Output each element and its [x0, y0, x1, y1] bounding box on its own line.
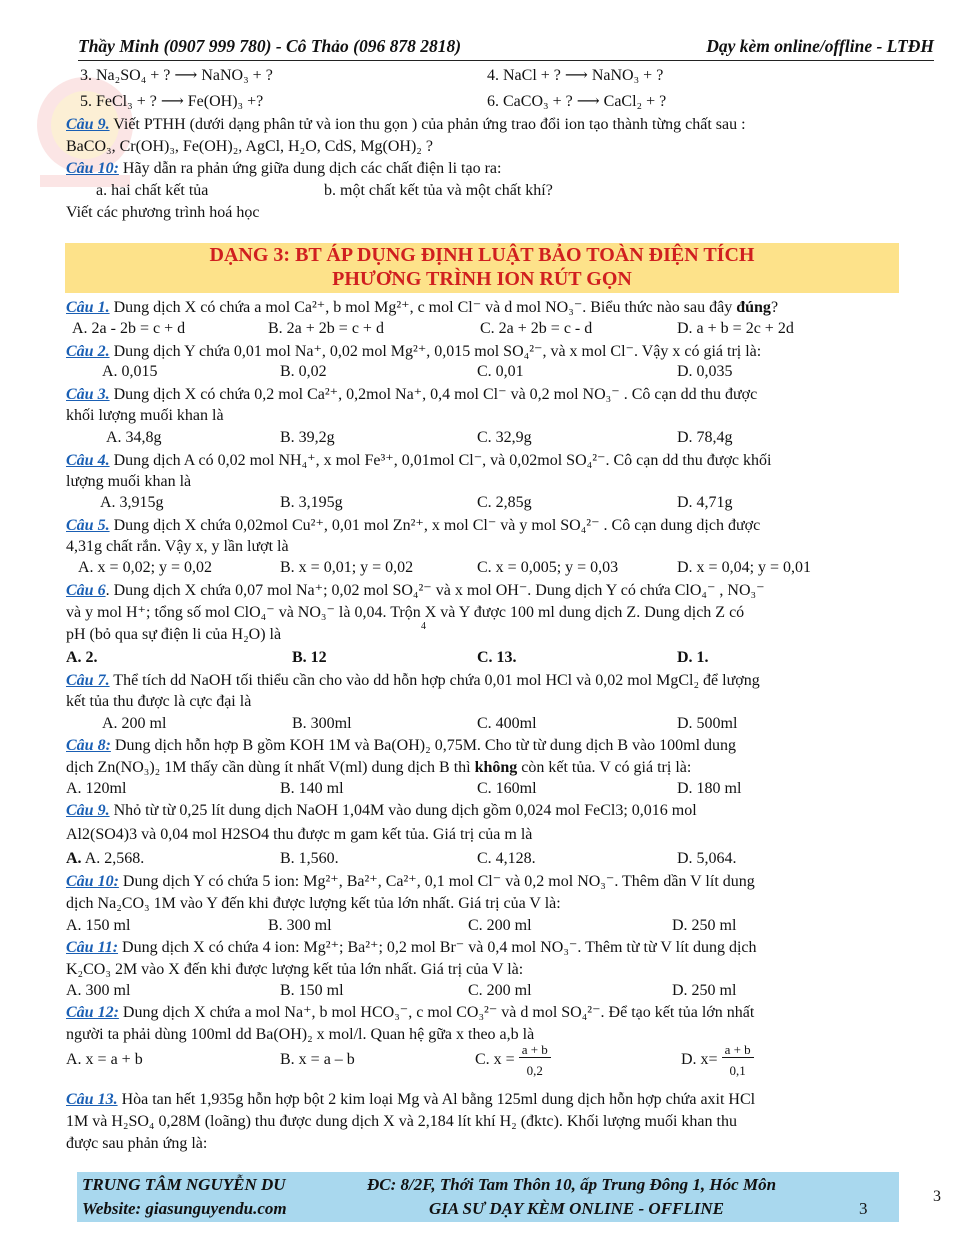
q13-stem2: 1M và H₂SO₄ 0,28M (loãng) thu được dung dịch X và 2,184 lít khí H₂ (đktc). Khối lượng muối khan thu — [66, 1113, 737, 1130]
q6-stem2: và y mol H⁺; tổng số mol ClO₄⁻ và NO₃⁻ là 0,04. Trộn X và Y được 100 ml dung dịch Z. Dung dịch Z có — [66, 604, 745, 621]
q6-opt-c: C. 13. — [477, 649, 517, 666]
q2-opt-a: A. 0,015 — [102, 363, 158, 380]
q8-opt-d: D. 180 ml — [677, 780, 742, 797]
q10-opt-c: C. 200 ml — [468, 917, 532, 934]
q1-bold: đúng — [736, 299, 771, 316]
q12-opt-c: C. x = $\frac{a + b}{0,2}$ — [475, 1042, 551, 1078]
q4-label: Câu 4. — [66, 452, 110, 469]
q10-stem2: dịch Na₂CO₃ 1M vào Y đến khi được lượng kết tủa lớn nhất. Giá trị của V là: — [66, 895, 561, 912]
cau9-line — [66, 115, 746, 135]
q8-opt-a: A. 120ml — [66, 780, 127, 797]
q1-end: ? — [770, 299, 779, 316]
q11-opt-d: D. 250 ml — [672, 982, 737, 999]
q11-opt-b: B. 150 ml — [280, 982, 344, 999]
q3-stem2: khối lượng muối khan là — [66, 407, 224, 424]
q8-label: Câu 8: — [66, 737, 111, 754]
q1-opt-c: C. 2a + 2b = c - d — [480, 320, 593, 337]
q7-opt-b: B. 300ml — [292, 715, 352, 732]
q12-label: Câu 12: — [66, 1004, 119, 1021]
q9-text: Nhỏ từ từ 0,25 lít dung dịch NaOH 1,04M vào dung dịch gồm 0,024 mol FeCl3; 0,016 mol — [109, 802, 697, 819]
q7-text: Thể tích dd NaOH tối thiểu cần cho vào dd hỗn hợp chứa 0,01 mol HCl và 0,02 mol MgCl₂ để lượng — [109, 672, 760, 689]
q13-stem3: được sau phản ứng là: — [66, 1135, 208, 1152]
q9-stem — [66, 801, 697, 821]
q12-stem — [66, 1003, 754, 1023]
q11-label: Câu 11: — [66, 939, 119, 956]
q4-stem — [66, 451, 771, 471]
q9-opt-a: A. A. 2,568. — [66, 850, 145, 867]
q12-opt-b: B. x = a – b — [280, 1051, 355, 1068]
page-number: 3 — [933, 1188, 941, 1205]
q4-opt-d: D. 4,71g — [677, 494, 733, 511]
cau10-tail: Viết các phương trình hoá học — [66, 204, 260, 221]
cau10-b: b. một chất kết tủa và một chất khí? — [324, 182, 553, 199]
q7-opt-c: C. 400ml — [477, 715, 537, 732]
q7-opt-a: A. 200 ml — [102, 715, 167, 732]
q6-opt-b: B. 12 — [292, 649, 327, 666]
q8-text: Dung dịch hỗn hợp B gồm KOH 1M và Ba(OH)₂ 0,75M. Cho từ từ dung dịch B vào 100ml dung — [110, 737, 737, 754]
q3-opt-a: A. 34,8g — [106, 429, 162, 446]
header-contact: Thầy Minh (0907 999 780) - Cô Thảo (096 878 2818) — [78, 36, 462, 56]
footer-website[interactable]: Website: giasunguyendu.com — [82, 1199, 287, 1218]
q7-stem — [66, 671, 760, 691]
q4-opt-b: B. 3,195g — [280, 494, 343, 511]
q11-stem — [66, 938, 757, 958]
q5-opt-b: B. x = 0,01; y = 0,02 — [280, 559, 414, 576]
q10-text: Dung dịch Y có chứa 5 ion: Mg²⁺, Ba²⁺, Ca²⁺, 0,1 mol Cl⁻ và 0,2 mol NO₃⁻. Thêm dần V lít dung — [118, 873, 755, 890]
q9-opt-c: C. 4,128. — [477, 850, 536, 867]
q6-opt-a: A. 2. — [66, 649, 98, 666]
reaction-3: 3. Na₂SO₄ + ? ⟶ NaNO₃ + ? — [80, 67, 273, 84]
q2-opt-c: C. 0,01 — [477, 363, 524, 380]
q3-opt-c: C. 32,9g — [477, 429, 532, 446]
q11-stem2: K₂CO₃ 2M vào X đến khi được lượng kết tủa lớn nhất. Giá trị của V là: — [66, 961, 524, 978]
reaction-4: 4. NaCl + ? ⟶ NaNO₃ + ? — [487, 67, 664, 84]
q5-stem — [66, 516, 760, 536]
cau10-label: Câu 10: — [66, 160, 119, 177]
q5-opt-c: C. x = 0,005; y = 0,03 — [477, 559, 619, 576]
q5-text: Dung dịch X chứa 0,02mol Cu²⁺, 0,01 mol Zn²⁺, x mol Cl⁻ và y mol SO₄²⁻ . Cô cạn dung dịch được — [109, 517, 761, 534]
cau9-list: BaCO₃, Cr(OH)₃, Fe(OH)₂, AgCl, H₂O, CdS, Mg(OH)₂ ? — [66, 138, 433, 155]
cau9-text: Viết PTHH (dưới dạng phân tử và ion thu gọn ) của phản ứng trao đổi ion tạo thành từng chất sau : — [109, 116, 746, 133]
q1-text: Dung dịch X có chứa a mol Ca²⁺, b mol Mg²⁺, c mol Cl⁻ và d mol NO₃⁻. Biểu thức nào sau đây — [109, 299, 737, 316]
footer-address: ĐC: 8/2F, Thới Tam Thôn 10, ấp Trung Đông 1, Hóc Môn — [367, 1175, 777, 1194]
cau10-a: a. hai chất kết tủa — [96, 182, 209, 199]
q1-opt-b: B. 2a + 2b = c + d — [268, 320, 384, 337]
q10-opt-d: D. 250 ml — [672, 917, 737, 934]
cau10-line — [66, 159, 501, 179]
q12-opt-d: D. x= $\frac{a + b}{0,1}$ — [681, 1042, 754, 1078]
q2-opt-b: B. 0,02 — [280, 363, 327, 380]
q6-text: . Dung dịch X chứa 0,07 mol Na⁺; 0,02 mol SO₄²⁻ và x mol OH⁻. Dung dịch Y có chứa ClO₄⁻ , NO₃⁻ — [105, 582, 765, 599]
q4-opt-c: C. 2,85g — [477, 494, 532, 511]
q3-stem — [66, 385, 757, 405]
footer-tagline: GIA SƯ DẠY KÈM ONLINE - OFFLINE — [429, 1199, 724, 1218]
q9-stem2: Al2(SO4)3 và 0,04 mol H2SO4 thu được m gam kết tủa. Giá trị của m là — [66, 826, 533, 843]
reaction-6: 6. CaCO₃ + ? ⟶ CaCl₂ + ? — [487, 93, 667, 110]
q1-opt-a: A. 2a - 2b = c + d — [72, 320, 186, 337]
footer-center-name: TRUNG TÂM NGUYỄN DU — [82, 1175, 286, 1194]
q10-stem — [66, 872, 755, 892]
q1-stem — [66, 298, 778, 318]
q10-opt-b: B. 300 ml — [268, 917, 332, 934]
section-banner — [65, 243, 899, 293]
q1-opt-d: D. a + b = 2c + 2d — [677, 320, 794, 337]
q10-opt-a: A. 150 ml — [66, 917, 131, 934]
page-footer — [77, 1172, 899, 1222]
q3-opt-d: D. 78,4g — [677, 429, 733, 446]
q5-opt-d: D. x = 0,04; y = 0,01 — [677, 559, 812, 576]
q8-opt-c: C. 160ml — [477, 780, 537, 797]
q11-opt-a: A. 300 ml — [66, 982, 131, 999]
q7-opt-d: D. 500ml — [677, 715, 738, 732]
q6-opt-d: D. 1. — [677, 649, 709, 666]
q13-label: Câu 13. — [66, 1091, 118, 1108]
q12-stem2: người ta phải dùng 100ml dd Ba(OH)₂ x mol/l. Quan hệ gữa x theo a,b là — [66, 1026, 535, 1043]
q3-label: Câu 3. — [66, 386, 110, 403]
q8-stem — [66, 736, 736, 756]
cau9-label: Câu 9. — [66, 116, 110, 133]
q4-opt-a: A. 3,915g — [100, 494, 164, 511]
q2-opt-d: D. 0,035 — [677, 363, 733, 380]
q2-label: Câu 2. — [66, 343, 110, 360]
q3-text: Dung dịch X có chứa 0,2 mol Ca²⁺, 0,2mol Na⁺, 0,4 mol Cl⁻ và 0,2 mol NO₃⁻ . Cô cạn dd thu được — [109, 386, 758, 403]
q8-opt-b: B. 140 ml — [280, 780, 344, 797]
q9-label: Câu 9. — [66, 802, 110, 819]
banner-line2: PHƯƠNG TRÌNH ION RÚT GỌN — [332, 268, 632, 290]
q12-opt-a: A. x = a + b — [66, 1051, 143, 1068]
q6-small-mark: 4 — [421, 621, 426, 632]
q3-opt-b: B. 39,2g — [280, 429, 335, 446]
q5-label: Câu 5. — [66, 517, 110, 534]
header-tagline: Dạy kèm online/offline - LTĐH — [706, 36, 934, 56]
q9-opt-d: D. 5,064. — [677, 850, 737, 867]
page-header — [78, 36, 934, 61]
q6-stem — [66, 581, 765, 601]
q2-text: Dung dịch Y chứa 0,01 mol Na⁺, 0,02 mol Mg²⁺, 0,015 mol SO₄²⁻, và x mol Cl⁻. Vậy x có giá trị là: — [109, 343, 762, 360]
q10-label: Câu 10: — [66, 873, 119, 890]
reaction-5: 5. FeCl₃ + ? ⟶ Fe(OH)₃ +? — [80, 93, 264, 110]
q6-stem3: pH (bỏ qua sự điện li của H₂O) là — [66, 626, 282, 643]
q4-stem2: lượng muối khan là — [66, 473, 192, 490]
cau10-text: Hãy dẫn ra phản ứng giữa dung dịch các chất điện li tạo ra: — [118, 160, 502, 177]
footer-page-number: 3 — [859, 1199, 868, 1218]
q5-stem2: 4,31g chất rắn. Vậy x, y lần lượt là — [66, 538, 289, 555]
q11-text: Dung dịch X có chứa 4 ion: Mg²⁺; Ba²⁺; 0,2 mol Br⁻ và 0,4 mol NO₃⁻. Thêm từ từ V lít dung dịch — [118, 939, 757, 956]
q11-opt-c: C. 200 ml — [468, 982, 532, 999]
q8-stem2: dịch Zn(NO₃)₂ 1M thấy cần dùng ít nhất V(ml) dung dịch B thì không còn kết tủa. V có giá trị là: — [66, 759, 692, 776]
q4-text: Dung dịch A có 0,02 mol NH₄⁺, x mol Fe³⁺, 0,01mol Cl⁻, và 0,02mol SO₄²⁻. Cô cạn dd thu được khối — [109, 452, 772, 469]
q12-text: Dung dịch X chứa a mol Na⁺, b mol HCO₃⁻, c mol CO₃²⁻ và d mol SO₄²⁻. Để tạo kết tủa lớn nhất — [118, 1004, 755, 1021]
q5-opt-a: A. x = 0,02; y = 0,02 — [78, 559, 213, 576]
q2-stem — [66, 342, 761, 362]
q1-label: Câu 1. — [66, 299, 110, 316]
q7-stem2: kết tủa thu được là cực đại là — [66, 693, 252, 710]
banner-line1: DẠNG 3: BT ÁP DỤNG ĐỊNH LUẬT BẢO TOÀN ĐIỆN TÍCH — [209, 244, 755, 266]
q13-text: Hòa tan hết 1,935g hỗn hợp bột 2 kim loại Mg và Al bằng 125ml dung dịch hỗn hợp chứa axit HCl — [117, 1091, 756, 1108]
q6-label: Câu 6 — [66, 582, 106, 599]
q13-stem — [66, 1090, 755, 1110]
q9-opt-b: B. 1,560. — [280, 850, 339, 867]
q7-label: Câu 7. — [66, 672, 110, 689]
